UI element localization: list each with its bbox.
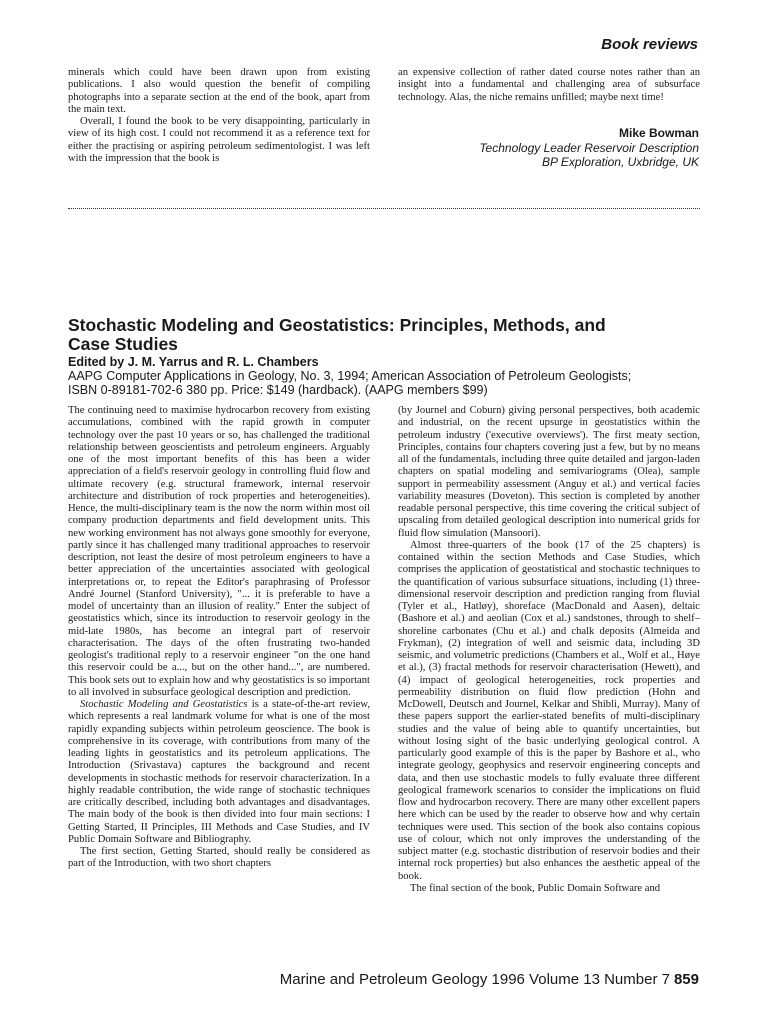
publication-info-line: ISBN 0-89181-702-6 380 pp. Price: $149 (hardback). (AAPG members $99)	[68, 382, 488, 397]
page-number: 859	[673, 971, 699, 988]
paragraph: Overall, I found the book to be very disappointing, particularly in view of its high cost. I could not recommend it as a reference text for either the practising or aspiring petroleum sedimentologist. I was left with the impression that the book is	[68, 116, 370, 164]
book-title-italic: Stochastic Modeling and Geostatistics	[80, 699, 248, 710]
paragraph: Almost three-quarters of the book (17 of the 25 chapters) is contained within the section Methods and Case Studies, which comprises the application of geostatistical and stochastic techniques to the quantification of various subsurface situations, including (1) three-dimensional reservoir description and prediction ranging from fluvial (Tyler et al., Hatløy), shoreface (MacDonald and Aasen), deltaic (Bashore et al.) and aeolian (Cox et al.) sandstones, through to shelf–shoreline carbonates (Chu et al.) and chalk deposits (Almeida and Frykman), (2) integration of well and seismic data, including 3D seismic, and volumetric predictions (Chambers et al., Wolf et al., Høye et al.), (3) fractal methods for reservoir characterisation (Hewett), and (4) impact of geological heterogeneities, rock properties and permeability distribution on fluid flow prediction (Hohn and McDowell, Deutsch and Journel, Kelkar and Shibli, Murray). Many of these papers support the earlier-stated benefits of multi-disciplinary studies and the value of being able to quantify uncertainties, but without losing sight of the basic underlying geological control. A particularly good example of this is the paper by Bashore et al., who integrate geology, geophysics and reservoir engineering concepts and data, and then use stochastic models to fully evaluate three different geological framework scenarios to consider the implications on fluid flow and hydrocarbon recovery. There are many other excellent papers here which can be used by the reader to observe how and why certain techniques were used. This section of the book also contains copious use of colour, which not only improves the understanding of the subject matter (e.g. stochastic distribution of reservoir bodies and their internal rock properties) but also enhances the aesthetic appeal of the book.	[398, 539, 700, 882]
paragraph: minerals which could have been drawn upon from existing publications. I also would question the benefit of compiling photographs into a separate section at the end of the book, apart from the main text.	[68, 67, 370, 115]
reviewer-name: Mike Bowman	[618, 126, 699, 140]
paragraph: The continuing need to maximise hydrocarbon recovery from existing accumulations, combined with the rapid growth in computer technology over the past 10 years or so, has challenged the traditional relationship between geoscientists and petroleum engineers. Arguably one of the most important benefits of this has been a wider appreciation of a field's reservoir geology in controlling fluid flow and ultimate recovery (e.g. structural framework, internal reservoir architecture and distribution of rock properties and heterogeneities). Hence, the multi-disciplinary team is the now the norm within most oil company production departments and field development units. This new working environment has not always gone smoothly for everyone, partly since it has challenged many traditional approaches to reservoir description, not least the desire of most petroleum engineers to have a better appreciation of the uncertainties associated with geological interpretations or, to repeat the Editor's paraphrasing of Professor André Journel (Stanford University), "... it is preferable to have a model of uncertainty than an illusion of reality." Enter the subject of geostatistics which, since its introduction to reservoir geology in the mid-late 1980s, has become an integral part of reservoir characterisation. The days of the often frustrating two-handed geologist's traditional reply to a reservoir engineer "on the one hand this reservoir could be a..., but on the other hand...", are numbered. This book sets out to explain how and why geostatistics is so important to all involved in subsurface geological description and prediction.	[68, 405, 370, 698]
previous-review-left-column	[68, 67, 370, 165]
reviewer-title: Technology Leader Reservoir Description	[479, 140, 699, 155]
paragraph	[68, 699, 370, 846]
article-title: Stochastic Modeling and Geostatistics: Principles, Methods, and Case Studies	[68, 315, 606, 354]
reviewer-affiliation: BP Exploration, Uxbridge, UK	[542, 155, 699, 169]
review-body-left-column	[68, 405, 370, 871]
article-editors: Edited by J. M. Yarrus and R. L. Chambers	[68, 355, 319, 369]
paragraph: The first section, Getting Started, should really be considered as part of the Introduction, with two short chapters	[68, 846, 370, 870]
section-label: Book reviews	[601, 36, 698, 53]
publication-info-line: AAPG Computer Applications in Geology, No. 3, 1994; American Association of Petroleum Geologists;	[68, 369, 632, 383]
paragraph: an expensive collection of rather dated course notes rather than an insight into a fundamental and challenging area of subsurface technology. Alas, the niche remains unfilled; maybe next time!	[398, 67, 700, 103]
journal-info: Marine and Petroleum Geology 1996 Volume 13 Number 7	[279, 971, 670, 988]
paragraph: (by Journel and Coburn) giving personal perspectives, both academic and industrial, on the recent upsurge in geostatistics within the petroleum industry ('executive overviews'). The first meaty section, Principles, contains four chapters covering just a few, but by no means all of the fundamentals, including three quite detailed and jargon-laden chapters on spatial modeling and semivariograms (Olea), sample support in permeability assessment (Anguy et al.) and vertical facies variability measures (Doveton). This section is completed by another readable personal perspective, this time covering the critical subject of upscaling from detailed geological description into numerical grids for fluid flow simulation (Mansoori).	[398, 405, 700, 539]
previous-review-right-column	[398, 67, 700, 104]
publication-info	[68, 370, 708, 397]
page-footer	[280, 971, 699, 988]
paragraph: The final section of the book, Public Domain Software and	[410, 882, 661, 894]
reviewer-signature	[479, 126, 699, 170]
review-body-right-column	[398, 405, 700, 895]
paragraph-text: is a state-of-the-art review, which represents a real landmark volume for what is one of the most rapidly expanding subjects within petroleum geoscience. The book is comprehensive in its coverage, with contributions from many of the leading lights in geostatistics and its petroleum applications. The Introduction (Srivastava) captures the background and recent developments in stochastic methods for reservoir characterization. In a highly readable contribution, the wide range of stochastic techniques are critically described, including both advantages and disadvantages. The main body of the book is then divided into four main sections: I Getting Started, II Principles, III Methods and Case Studies, and IV Public Domain Software and Bibliography.	[68, 699, 370, 845]
section-divider	[68, 208, 700, 209]
